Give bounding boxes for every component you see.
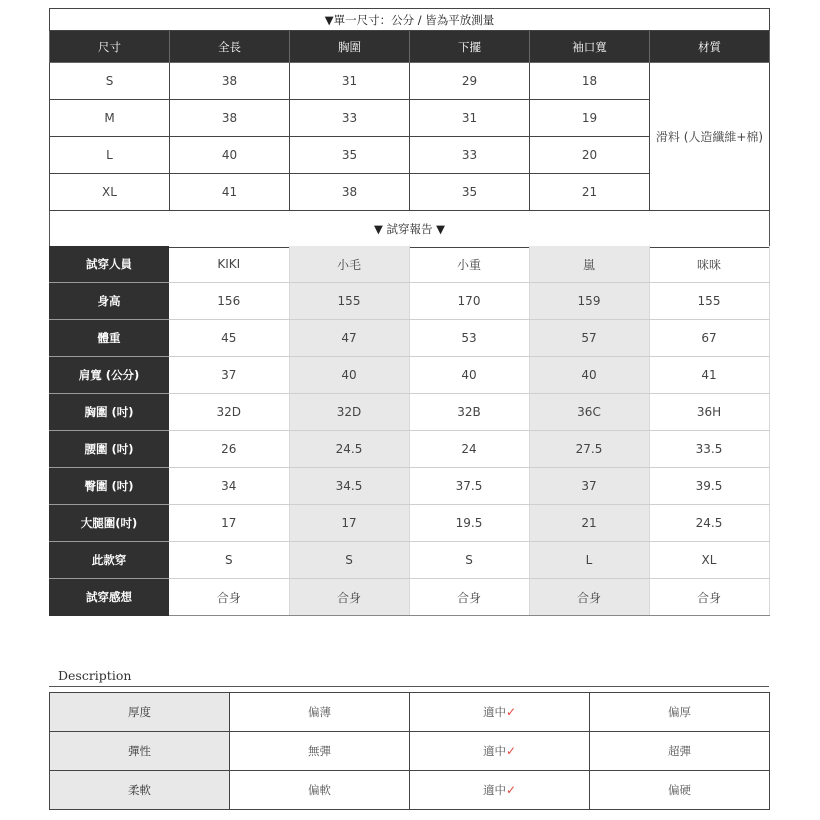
cuff-value: 18	[530, 63, 650, 100]
fitting-report-cell: 45	[169, 320, 289, 357]
description-row-label: 彈性	[50, 732, 230, 771]
description-row-label: 厚度	[50, 693, 230, 732]
fitting-report-cell: S	[289, 542, 409, 579]
chest-value: 35	[290, 137, 410, 174]
fitting-report-caption-row	[50, 211, 770, 248]
description-option	[410, 732, 590, 771]
fitting-report-cell: S	[169, 542, 289, 579]
fitting-report-cell: 19.5	[409, 505, 529, 542]
fitting-report-cell: 53	[409, 320, 529, 357]
hem-value: 29	[410, 63, 530, 100]
length-value: 41	[170, 174, 290, 211]
fitting-report-row	[49, 394, 769, 431]
fitting-report-cell: 155	[289, 283, 409, 320]
fitting-report-cell: 17	[169, 505, 289, 542]
fitting-report-cell: 24	[409, 431, 529, 468]
fitting-report-row-label: 試穿人員	[49, 246, 169, 283]
fitting-report-cell: 小重	[409, 246, 529, 283]
description-row-label: 柔軟	[50, 771, 230, 810]
cuff-value: 19	[530, 100, 650, 137]
fitting-report-cell: 36H	[649, 394, 769, 431]
description-option-label: 偏薄	[308, 705, 331, 719]
fitting-report-cell: 32D	[289, 394, 409, 431]
description-row	[50, 693, 770, 732]
fitting-report-row-label: 體重	[49, 320, 169, 357]
header-chest: 胸圍	[290, 31, 410, 63]
hem-value: 33	[410, 137, 530, 174]
checkmark-icon: ✓	[505, 744, 517, 758]
description-option-label: 適中	[482, 705, 506, 719]
fitting-report-cell: 40	[289, 357, 409, 394]
header-size: 尺寸	[50, 31, 170, 63]
size-chart-caption: ▼單一尺寸：公分 / 皆為平放測量	[50, 9, 770, 31]
size-label: L	[50, 137, 170, 174]
fitting-report-cell: 合身	[529, 579, 649, 616]
fitting-report-cell: 合身	[409, 579, 529, 616]
chest-value: 38	[290, 174, 410, 211]
size-chart-header-row	[50, 31, 770, 63]
fitting-report-cell: 合身	[289, 579, 409, 616]
fitting-report-cell: 57	[529, 320, 649, 357]
description-option-label: 偏硬	[668, 783, 691, 797]
description-option	[230, 693, 410, 732]
fitting-report-cell: 155	[649, 283, 769, 320]
fitting-report-cell: 17	[289, 505, 409, 542]
hem-value: 31	[410, 100, 530, 137]
description-option	[230, 771, 410, 810]
fitting-report-row	[49, 283, 769, 320]
description-option	[590, 732, 770, 771]
size-row	[50, 63, 770, 100]
checkmark-icon: ✓	[505, 783, 517, 797]
fitting-report-row	[49, 505, 769, 542]
cuff-value: 21	[530, 174, 650, 211]
description-title: Description	[58, 668, 132, 683]
description-option-label: 超彈	[668, 744, 691, 758]
size-label: S	[50, 63, 170, 100]
checkmark-icon: ✓	[505, 705, 517, 719]
description-row	[50, 732, 770, 771]
description-row	[50, 771, 770, 810]
fitting-report-cell: 40	[409, 357, 529, 394]
fitting-report-cell: XL	[649, 542, 769, 579]
hem-value: 35	[410, 174, 530, 211]
fitting-report-row	[49, 431, 769, 468]
fitting-report-table	[49, 246, 770, 616]
material-value: 滑料 (人造纖維+棉)	[650, 63, 770, 211]
fitting-report-cell: L	[529, 542, 649, 579]
header-cuff: 袖口寬	[530, 31, 650, 63]
fitting-report-cell: 34.5	[289, 468, 409, 505]
fitting-report-cell: 40	[529, 357, 649, 394]
fitting-report-cell: 嵐	[529, 246, 649, 283]
fitting-report-cell: KIKI	[169, 246, 289, 283]
fitting-report-row-label: 此款穿	[49, 542, 169, 579]
fitting-report-cell: S	[409, 542, 529, 579]
fitting-report-cell: 24.5	[649, 505, 769, 542]
fitting-report-cell: 24.5	[289, 431, 409, 468]
fitting-report-cell: 170	[409, 283, 529, 320]
description-option-label: 無彈	[308, 744, 331, 758]
fitting-report-cell: 合身	[169, 579, 289, 616]
cuff-value: 20	[530, 137, 650, 174]
fitting-report-row-label: 腰圍 (吋)	[49, 431, 169, 468]
description-option	[410, 771, 590, 810]
description-divider	[49, 686, 769, 687]
description-option	[230, 732, 410, 771]
fitting-report-row	[49, 542, 769, 579]
fitting-report-cell: 37.5	[409, 468, 529, 505]
fitting-report-cell: 37	[529, 468, 649, 505]
fitting-report-cell: 156	[169, 283, 289, 320]
size-chart-caption-row	[50, 9, 770, 31]
fitting-report-cell: 34	[169, 468, 289, 505]
fitting-report-cell: 21	[529, 505, 649, 542]
chest-value: 33	[290, 100, 410, 137]
description-option-label: 適中	[482, 744, 506, 758]
fitting-report-cell: 33.5	[649, 431, 769, 468]
description-option	[590, 771, 770, 810]
fitting-report-row-label: 身高	[49, 283, 169, 320]
fitting-report-row-label: 臀圍 (吋)	[49, 468, 169, 505]
fitting-report-cell: 32B	[409, 394, 529, 431]
size-chart-table	[49, 8, 770, 248]
fitting-report-cell: 合身	[649, 579, 769, 616]
length-value: 38	[170, 63, 290, 100]
fitting-report-cell: 26	[169, 431, 289, 468]
length-value: 38	[170, 100, 290, 137]
header-material: 材質	[650, 31, 770, 63]
fitting-report-cell: 67	[649, 320, 769, 357]
description-option-label: 偏厚	[668, 705, 691, 719]
header-hem: 下擺	[410, 31, 530, 63]
description-table	[49, 692, 770, 810]
fitting-report-row	[49, 357, 769, 394]
description-option	[590, 693, 770, 732]
chest-value: 31	[290, 63, 410, 100]
fitting-report-row-label: 試穿感想	[49, 579, 169, 616]
fitting-report-row-label: 胸圍 (吋)	[49, 394, 169, 431]
fitting-report-cell: 36C	[529, 394, 649, 431]
fitting-report-row-label: 肩寬 (公分)	[49, 357, 169, 394]
fitting-report-row	[49, 468, 769, 505]
size-label: XL	[50, 174, 170, 211]
fitting-report-cell: 47	[289, 320, 409, 357]
fitting-report-row	[49, 320, 769, 357]
header-length: 全長	[170, 31, 290, 63]
fitting-report-cell: 咪咪	[649, 246, 769, 283]
fitting-report-caption: ▼ 試穿報告 ▼	[50, 211, 770, 248]
fitting-report-cell: 27.5	[529, 431, 649, 468]
description-option	[410, 693, 590, 732]
description-option-label: 偏軟	[308, 783, 331, 797]
fitting-report-cell: 32D	[169, 394, 289, 431]
fitting-report-cell: 41	[649, 357, 769, 394]
fitting-report-cell: 37	[169, 357, 289, 394]
description-option-label: 適中	[482, 783, 506, 797]
fitting-report-cell: 小毛	[289, 246, 409, 283]
fitting-report-row	[49, 579, 769, 616]
length-value: 40	[170, 137, 290, 174]
size-label: M	[50, 100, 170, 137]
fitting-report-row-label: 大腿圍(吋)	[49, 505, 169, 542]
fitting-report-row	[49, 246, 769, 283]
fitting-report-cell: 159	[529, 283, 649, 320]
fitting-report-cell: 39.5	[649, 468, 769, 505]
